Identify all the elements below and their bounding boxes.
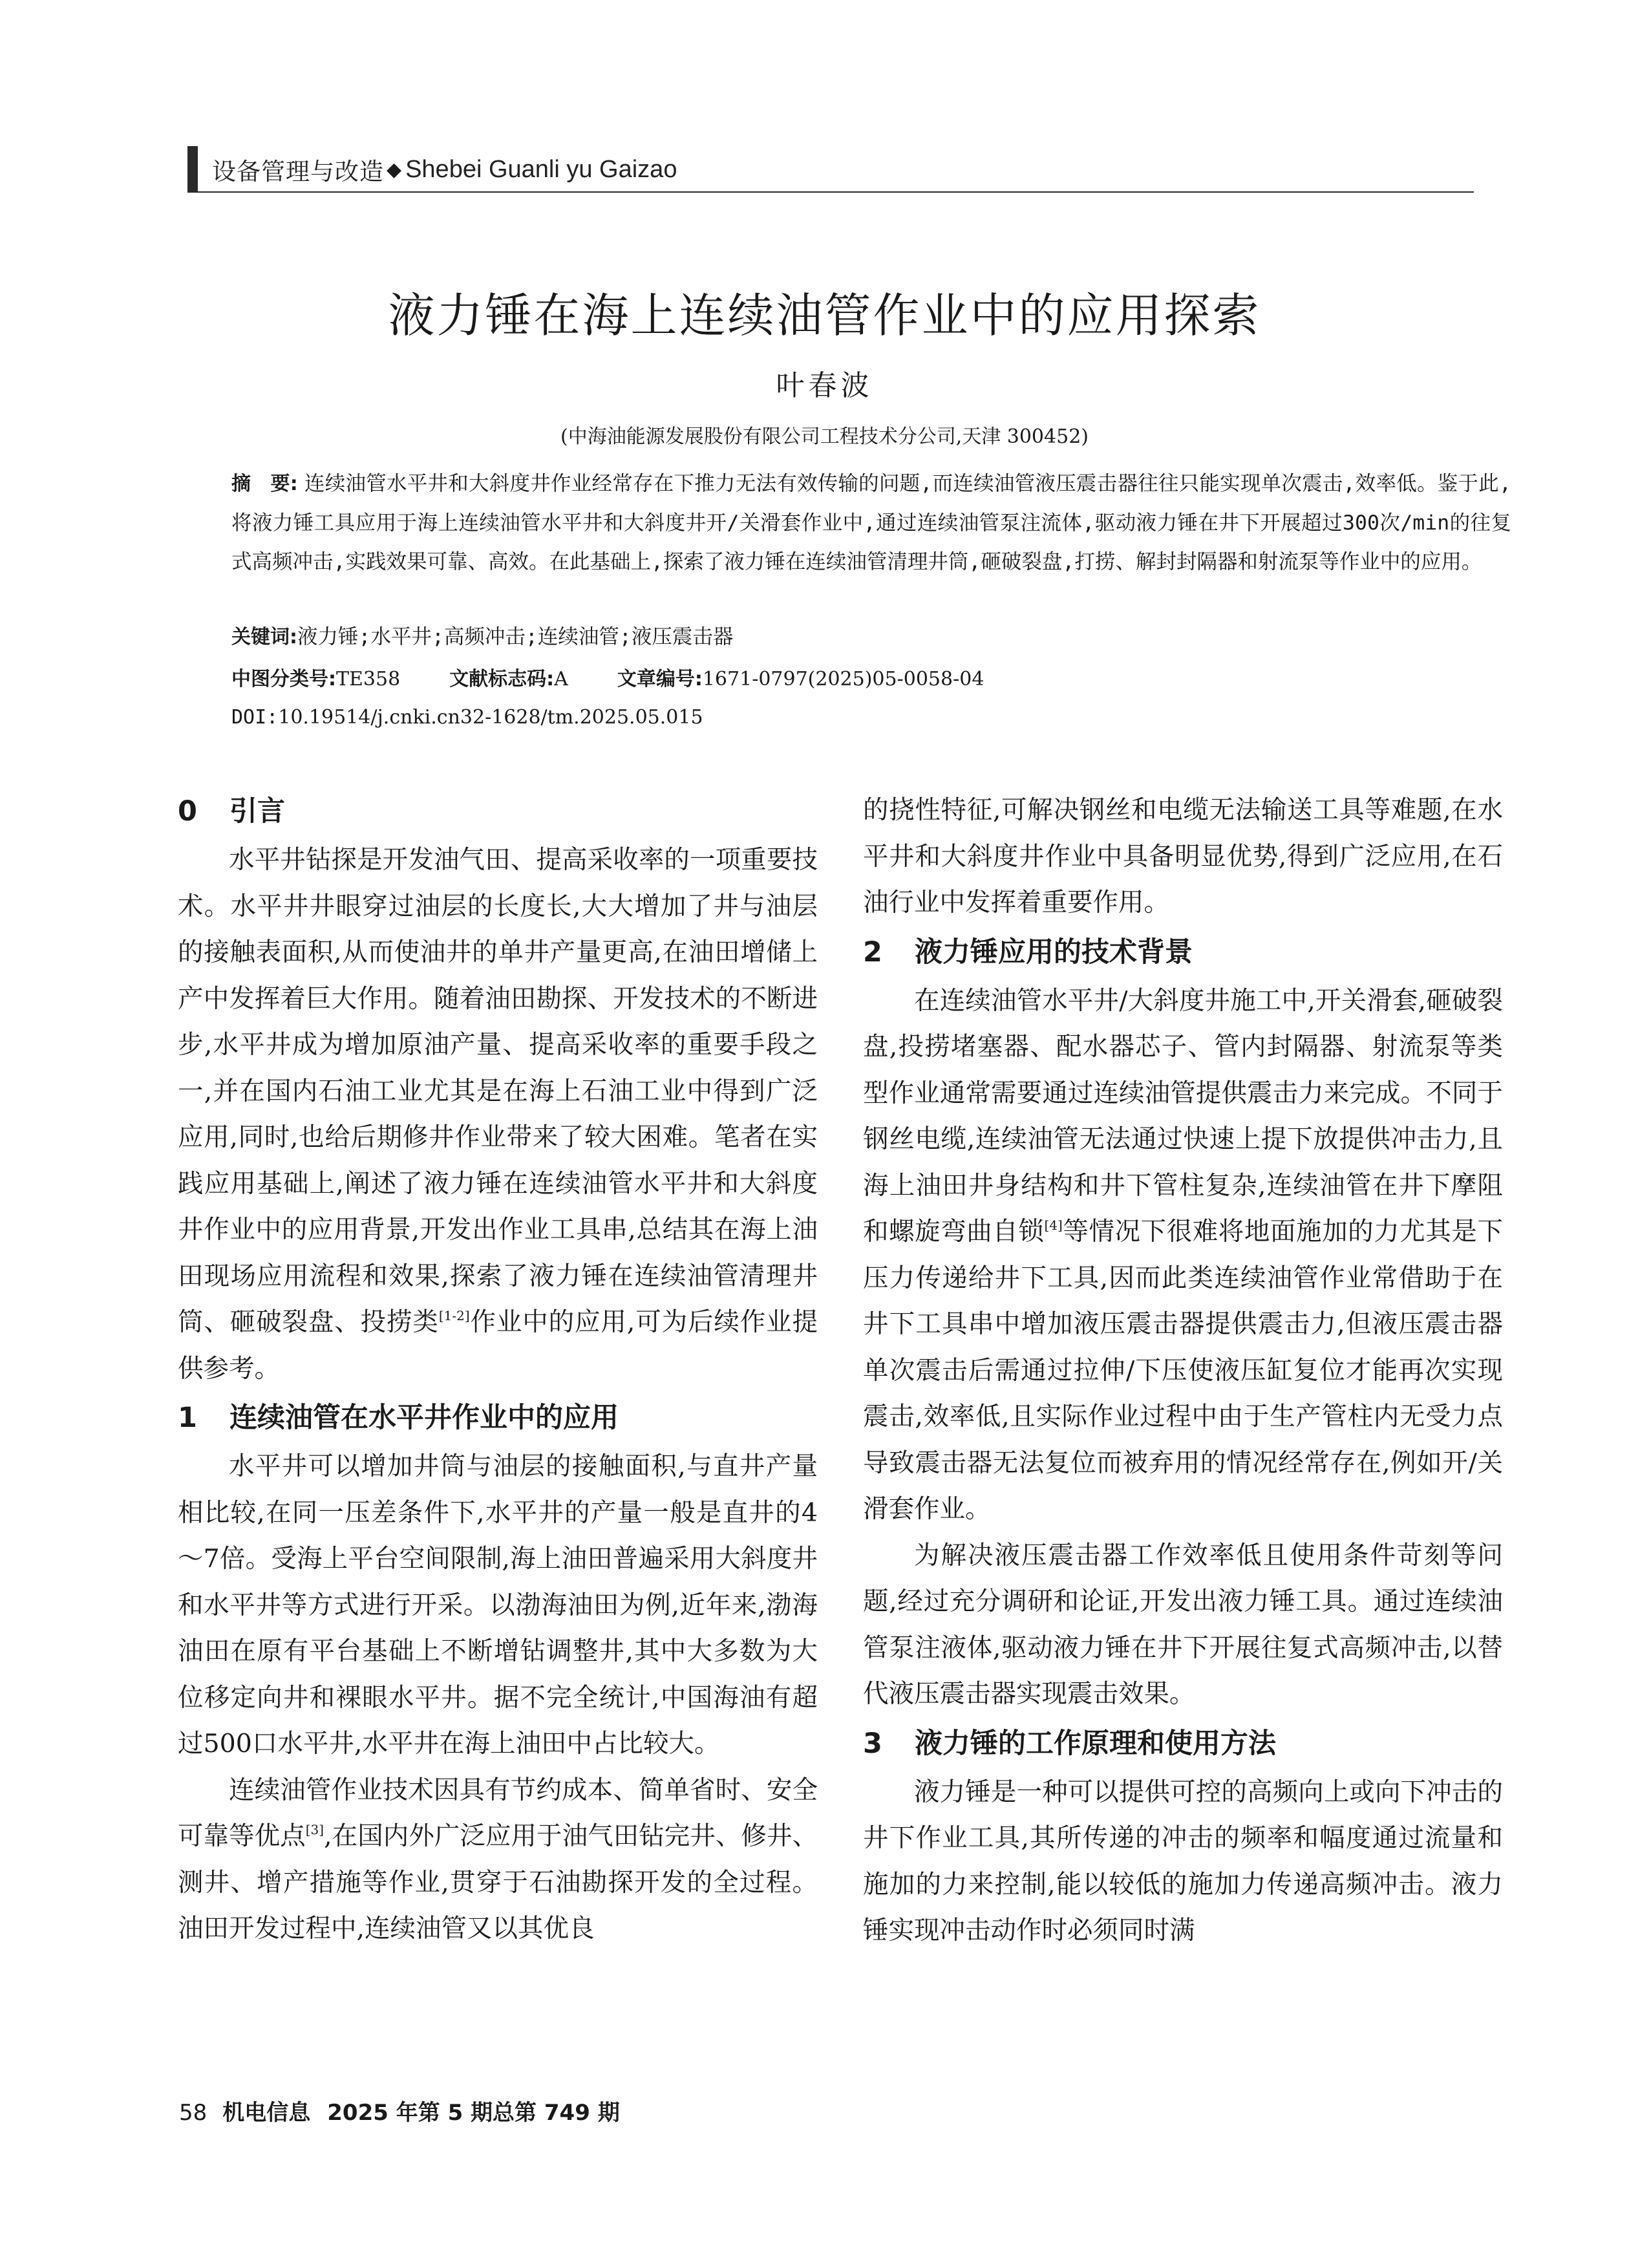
citation-ref: [4] — [1044, 1217, 1063, 1233]
doccode-value: A — [554, 668, 568, 690]
header-rule — [187, 191, 1474, 193]
doi-label: DOI: — [231, 706, 279, 729]
doi-value: 10.19514/j.cnki.cn32-1628/tm.2025.05.015 — [278, 706, 703, 729]
right-column — [863, 787, 1503, 1954]
keywords-text: 液力锤;水平井;高频冲击;连续油管;液压震击器 — [297, 625, 734, 648]
clc-value: TE358 — [336, 668, 401, 690]
doi-line — [231, 706, 1511, 729]
article-title: 液力锤在海上连续油管作业中的应用探索 — [388, 288, 1261, 343]
clc-label: 中图分类号: — [231, 668, 336, 690]
page-footer — [179, 2095, 620, 2126]
paragraph-s3-1: 液力锤是一种可以提供可控的高频向上或向下冲击的井下作业工具,其所传递的冲击的频率和幅度通过流量和施加的力来控制,能以较低的施加力传递高频冲击。液力锤实现冲击动作时必须同时满 — [863, 1777, 1503, 1945]
abstract-label: 摘 要: — [231, 473, 298, 495]
paragraph-s2-2: 为解决液压震击器工作效率低且使用条件苛刻等问题,经过充分调研和论证,开发出液力锤工具。通过连续油管泵注液体,驱动液力锤在井下开展往复式高频冲击,以替代液压震击器实现震击效果。 — [863, 1540, 1503, 1709]
paragraph-intro: 水平井钻探是开发油气田、提高采收率的一项重要技术。水平井井眼穿过油层的长度长,大大增加了井与油层的接触表面积,从而使油井的单井产量更高,在油田增储上产中发挥着巨大作用。随着油田勘探、开发技术的不断进步,水平井成为增加原油产量、提高采收率的重要手段之一,并在国内石油工业尤其是在海上石油工业中得到广泛应用,同时,也给后期修井作业带来了较大困难。笔者在实践应用基础上,阐述了液力锤在连续油管水平井和大斜度井作业中的应用背景,开发出作业工具串,总结其在海上油田现场应用流程和效果,探索了液力锤在连续油管清理井筒、砸破裂盘、投捞类[1-2]作业中的应用,可为后续作业提供参考。 — [178, 845, 818, 1384]
keywords-label: 关键词: — [231, 626, 297, 648]
page-number: 58 — [179, 2100, 207, 2126]
header-section-cn: 设备管理与改造 — [212, 158, 384, 186]
left-column — [178, 786, 818, 1952]
article-author: 叶春波 — [776, 369, 873, 402]
header-bar — [187, 146, 198, 193]
issue-info: 2025 年第 5 期总第 749 期 — [327, 2100, 620, 2126]
abstract — [231, 464, 1511, 581]
articleno-label: 文章编号: — [617, 668, 703, 690]
paragraph-s1-2: 连续油管作业技术因具有节约成本、简单省时、安全可靠等优点[3],在国内外广泛应用于油气田钻完井、修井、测井、增产措施等作业,贯穿于石油勘探开发的全过程。油田开发过程中,连续油管又以其优良 — [178, 1775, 818, 1943]
abstract-text: 连续油管水平井和大斜度井作业经常存在下推力无法有效传输的问题,而连续油管液压震击器往往只能实现单次震击,效率低。鉴于此,将液力锤工具应用于海上连续油管水平井和大斜度井开/关滑套作业中,通过连续油管泵注流体,驱动液力锤在井下开展超过300次/min的往复式高频冲击,实践效果可靠、高效。在此基础上,探索了液力锤在连续油管清理井筒,砸破裂盘,打捞、解封封隔器和射流泵等作业中的应用。 — [231, 472, 1512, 573]
running-header — [187, 144, 677, 195]
journal-name: 机电信息 — [222, 2100, 311, 2126]
article-affiliation: (中海油能源发展股份有限公司工程技术分公司,天津 300452) — [560, 425, 1089, 448]
doccode-label: 文献标志码: — [449, 668, 555, 690]
section-heading-1: 1 连续油管在水平井作业中的应用 — [178, 1402, 619, 1434]
classification-line — [231, 663, 1511, 691]
section-heading-0: 0 引言 — [178, 795, 285, 828]
section-heading-3: 3 液力锤的工作原理和使用方法 — [863, 1727, 1276, 1760]
keywords — [231, 621, 1511, 650]
citation-ref: [3] — [305, 1822, 324, 1837]
header-section-en: Shebei Guanli yu Gaizao — [405, 155, 677, 183]
paragraph-s2-1: 在连续油管水平井/大斜度井施工中,开关滑套,砸破裂盘,投捞堵塞器、配水器芯子、管内封隔器、射流泵等类型作业通常需要通过连续油管提供震击力来完成。不同于钢丝电缆,连续油管无法通过快速上提下放提供冲击力,且海上油田井身结构和井下管柱复杂,连续油管在井下摩阻和螺旋弯曲自锁[4]等情况下很难将地面施加的力尤其是下压力传递给井下工具,因而此类连续油管作业常借助于在井下工具串中增加液压震击器提供震击力,但液压震击器单次震击后需通过拉伸/下压使液压缸复位才能再次实现震击,效率低,且实际作业过程中由于生产管柱内无受力点导致震击器无法复位而被弃用的情况经常存在,例如开/关滑套作业。 — [863, 985, 1504, 1524]
citation-ref: [1-2] — [438, 1308, 470, 1323]
section-heading-2: 2 液力锤应用的技术背景 — [863, 936, 1193, 968]
paragraph-s1-2-continued: 的挠性特征,可解决钢丝和电缆无法输送工具等难题,在水平井和大斜度井作业中具备明显优势,得到广泛应用,在石油行业中发挥着重要作用。 — [863, 795, 1503, 917]
articleno-value: 1671-0797(2025)05-0058-04 — [702, 668, 984, 690]
diamond-icon: ◆ — [387, 158, 402, 181]
paragraph-s1-1: 水平井可以增加井筒与油层的接触面积,与直井产量相比较,在同一压差条件下,水平井的产量一般是直井的4～7倍。受海上平台空间限制,海上油田普遍采用大斜度井和水平井等方式进行开采。以渤海油田为例,近年来,渤海油田在原有平台基础上不断增钻调整井,其中大多数为大位移定向井和裸眼水平井。据不完全统计,中国海油有超过500口水平井,水平井在海上油田中占比较大。 — [178, 1451, 818, 1759]
